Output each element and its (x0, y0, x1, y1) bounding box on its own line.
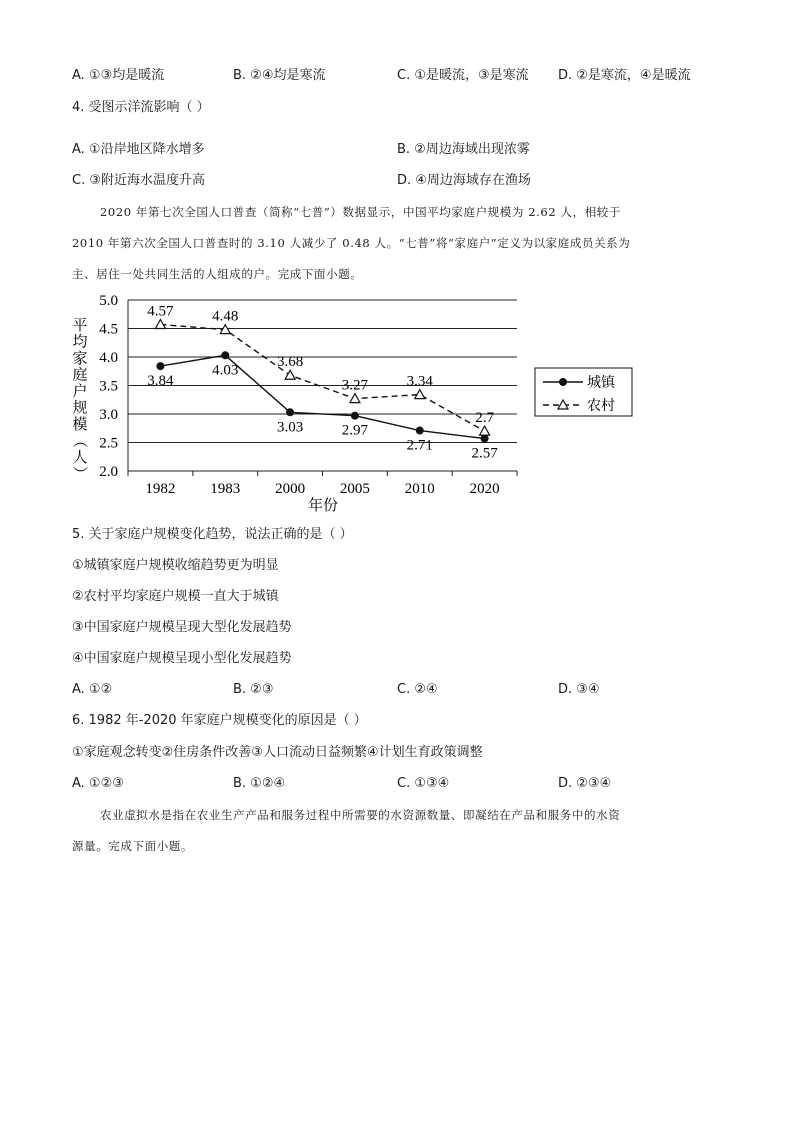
point-农村 (155, 320, 165, 329)
q4-option-d[interactable]: D. ④周边海域存在渔场 (397, 173, 531, 188)
point-城镇 (416, 427, 424, 435)
q6-option-b[interactable]: B. ①②④ (233, 776, 286, 791)
legend-box (535, 368, 632, 416)
x-tick-label: 1982 (145, 481, 176, 497)
q3-option-b[interactable]: B. ②④均是寒流 (233, 68, 326, 83)
point-城镇 (221, 351, 229, 359)
q4-option-a[interactable]: A. ①沿岸地区降水增多 (72, 142, 205, 157)
data-label: 4.03 (212, 362, 239, 379)
data-label: 2.57 (471, 445, 498, 462)
y-tick-label: 5.0 (99, 293, 118, 309)
y-tick-label: 3.5 (99, 378, 118, 395)
q3-option-d[interactable]: D. ②是寒流，④是暖流 (558, 68, 691, 83)
x-tick-label: 1983 (210, 481, 241, 497)
q5-item-3: ③中国家庭户规模呈现大型化发展趋势 (72, 620, 292, 635)
point-农村 (350, 394, 360, 403)
data-label: 3.84 (147, 373, 174, 390)
q5-stem: 5. 关于家庭户规模变化趋势，说法正确的是（ ） (72, 527, 353, 542)
point-城镇 (286, 408, 294, 416)
q6-option-a[interactable]: A. ①②③ (72, 776, 124, 791)
point-农村 (285, 370, 295, 379)
x-axis-label: 年份 (307, 498, 339, 514)
data-label: 2.71 (406, 437, 433, 454)
y-axis-label-char: （ (71, 432, 87, 449)
passage2-line-1: 农业虚拟水是指在农业生产产品和服务过程中所需要的水资源数量、即凝结在产品和服务中的水资 (100, 808, 621, 822)
point-城镇 (156, 362, 164, 370)
data-label: 4.48 (212, 308, 239, 325)
household-size-chart (0, 290, 794, 520)
y-tick-label: 3.0 (99, 407, 118, 423)
data-label: 3.27 (341, 377, 369, 394)
x-tick-label: 2020 (469, 481, 500, 497)
q4-option-b[interactable]: B. ②周边海域出现浓雾 (397, 142, 530, 157)
y-tick-label: 2.0 (99, 464, 118, 480)
data-label: 3.34 (406, 373, 433, 390)
q6-items: ①家庭观念转变②住房条件改善③人口流动日益频繁④计划生育政策调整 (72, 745, 483, 760)
q4-option-c[interactable]: C. ③附近海水温度升高 (72, 173, 205, 188)
q5-option-b[interactable]: B. ②③ (233, 682, 274, 697)
data-label: 4.57 (147, 303, 174, 320)
data-label: 2.97 (341, 422, 369, 439)
x-tick-label: 2005 (339, 481, 370, 497)
q6-option-c[interactable]: C. ①③④ (397, 776, 450, 791)
passage2-line-2: 源量。完成下面小题。 (72, 839, 193, 853)
point-城镇 (351, 412, 359, 420)
y-axis-label-char: ） (71, 465, 87, 482)
q5-option-c[interactable]: C. ②④ (397, 682, 438, 697)
data-label: 3.03 (276, 419, 304, 436)
q6-option-d[interactable]: D. ②③④ (558, 776, 612, 791)
q5-item-4: ④中国家庭户规模呈现小型化发展趋势 (72, 651, 292, 666)
x-tick-label: 2010 (404, 481, 435, 497)
q5-item-1: ①城镇家庭户规模收缩趋势更为明显 (72, 558, 279, 573)
series-line-城镇 (160, 355, 484, 438)
y-axis-label-char: 模 (72, 417, 88, 433)
q6-stem: 6. 1982 年-2020 年家庭户规模变化的原因是（ ） (72, 713, 367, 728)
y-axis-label-char: 平 (72, 318, 88, 334)
point-农村 (415, 390, 425, 399)
data-label: 2.7 (475, 410, 494, 427)
y-tick-label: 4.5 (99, 321, 118, 338)
q5-item-2: ②农村平均家庭户规模一直大于城镇 (72, 589, 279, 604)
q3-option-c[interactable]: C. ①是暖流，③是寒流 (397, 68, 529, 83)
point-农村 (480, 426, 490, 435)
y-axis-label-char: 均 (72, 334, 88, 351)
legend-marker (559, 378, 567, 386)
legend-label: 城镇 (587, 376, 615, 391)
x-tick-label: 2000 (275, 481, 306, 497)
q5-option-a[interactable]: A. ①② (72, 682, 113, 697)
point-城镇 (481, 435, 489, 443)
data-label: 3.68 (276, 354, 304, 371)
passage1-line-2: 2010 年第六次全国人口普查时的 3.10 人减少了 0.48 人。“七普”将“家庭户”定义为以家庭成员关系为 (72, 236, 631, 250)
y-axis-label-char: 规 (72, 400, 88, 417)
y-axis-label-char: 家 (72, 351, 88, 367)
series-line-农村 (160, 325, 484, 432)
y-axis-label-char: 户 (72, 384, 88, 400)
y-tick-label: 4.0 (99, 350, 118, 366)
passage1-line-3: 主、居住一处共同生活的人组成的户。完成下面小题。 (72, 267, 363, 281)
q4-stem: 4. 受图示洋流影响（ ） (72, 100, 210, 115)
y-tick-label: 2.5 (99, 435, 118, 452)
legend-label: 农村 (587, 399, 615, 414)
y-axis-label-char: 人 (72, 450, 88, 466)
y-axis-label-char: 庭 (72, 367, 88, 384)
passage1-line-1: 2020 年第七次全国人口普查（简称“七普”）数据显示，中国平均家庭户规模为 2.62 人，相较于 (100, 205, 621, 219)
q5-option-d[interactable]: D. ③④ (558, 682, 600, 697)
q3-option-a[interactable]: A. ①③均是暖流 (72, 68, 165, 83)
